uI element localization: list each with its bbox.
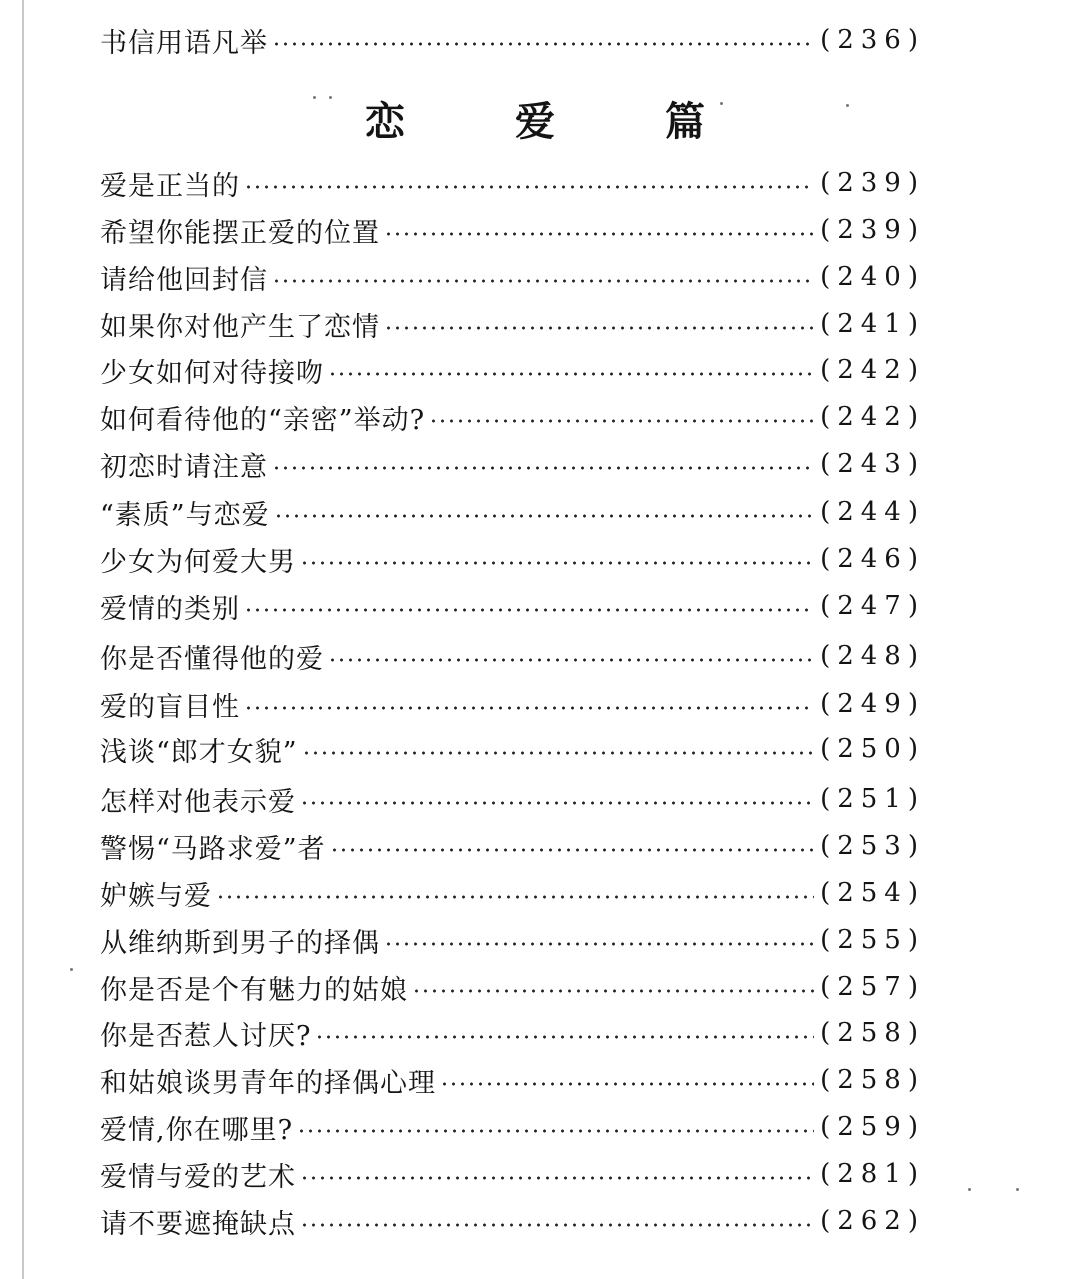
toc-entry-page: (250) — [820, 734, 925, 764]
toc-entry-title: 从维纳斯到男子的择偶 — [100, 927, 380, 959]
dot-leader — [244, 706, 814, 710]
toc-entry-title: 书信用语凡举 — [100, 27, 268, 59]
toc-entry-page: (242) — [820, 402, 925, 432]
dot-leader — [274, 514, 814, 518]
toc-entry-page: (249) — [820, 689, 925, 719]
toc-entry-page: (247) — [820, 591, 925, 621]
toc-entry-title: 如果你对他产生了恋情 — [100, 311, 380, 343]
toc-entry-title: 如何看待他的“亲密”举动? — [100, 404, 426, 436]
toc-entry — [100, 210, 925, 250]
toc-entry-page: (255) — [820, 925, 925, 955]
section-heading-char: 恋 — [365, 98, 405, 145]
toc-entry — [100, 967, 925, 1007]
dot-leader — [328, 658, 814, 662]
dot-leader — [328, 372, 814, 376]
toc-entry-page: (254) — [820, 878, 925, 908]
dot-leader — [300, 801, 814, 805]
toc-entry — [100, 636, 925, 676]
dot-leader — [330, 848, 814, 852]
scan-speck — [329, 96, 332, 99]
dot-leader — [300, 1223, 814, 1227]
toc-entry — [100, 873, 925, 913]
toc-entry — [100, 729, 925, 769]
section-heading-char: 篇 — [665, 98, 705, 145]
toc-entry-page: (236) — [820, 25, 925, 55]
dot-leader — [384, 942, 814, 946]
scan-speck — [1016, 1188, 1019, 1191]
toc-entry — [100, 1154, 925, 1194]
toc-entry-page: (281) — [820, 1159, 925, 1189]
toc-entry-title: 妒嫉与爱 — [100, 880, 212, 912]
dot-leader — [272, 466, 814, 470]
toc-entry — [100, 586, 925, 626]
toc-entry — [100, 257, 925, 297]
dot-leader — [300, 1176, 814, 1180]
toc-entry-title: 警惕“马路求爱”者 — [100, 833, 326, 865]
toc-entry — [100, 539, 925, 579]
toc-entry-title: 初恋时请注意 — [100, 451, 268, 483]
toc-entry — [100, 1107, 925, 1147]
toc-entry-page: (242) — [820, 355, 925, 385]
dot-leader — [272, 279, 814, 283]
section-heading-char: 爱 — [515, 98, 555, 145]
scan-speck — [720, 102, 723, 105]
toc-entry-title: 和姑娘谈男青年的择偶心理 — [100, 1067, 436, 1099]
toc-entry — [100, 350, 925, 390]
toc-entry-title: 浅谈“郎才女貌” — [100, 736, 298, 768]
toc-entry-page: (262) — [820, 1206, 925, 1236]
toc-entry-title: 爱情与爱的艺术 — [100, 1161, 296, 1193]
toc-entry-page: (243) — [820, 449, 925, 479]
toc-entry — [100, 1060, 925, 1100]
toc-entry — [100, 779, 925, 819]
toc-entry-page: (239) — [820, 168, 925, 198]
toc-entry — [100, 826, 925, 866]
toc-entry-title: 爱是正当的 — [100, 170, 240, 202]
toc-entry-title: 爱的盲目性 — [100, 691, 240, 723]
toc-entry — [100, 444, 925, 484]
dot-leader — [244, 185, 814, 189]
dot-leader — [272, 42, 814, 46]
dot-leader — [216, 895, 814, 899]
toc-entry — [100, 1201, 925, 1241]
dot-leader — [384, 326, 814, 330]
toc-entry-page: (253) — [820, 831, 925, 861]
toc-entry — [100, 920, 925, 960]
toc-entry-page: (258) — [820, 1065, 925, 1095]
toc-entry — [100, 163, 925, 203]
dot-leader — [384, 232, 814, 236]
dot-leader — [440, 1082, 814, 1086]
toc-entry-page: (259) — [820, 1112, 925, 1142]
dot-leader — [244, 608, 814, 612]
toc-entry — [100, 1013, 925, 1053]
toc-entry-title: 你是否懂得他的爱 — [100, 643, 324, 675]
toc-entry-page: (244) — [820, 497, 925, 527]
section-heading — [365, 90, 705, 145]
dot-leader — [297, 1129, 814, 1133]
dot-leader — [429, 419, 814, 423]
toc-entry-page: (241) — [820, 309, 925, 339]
toc-entry — [100, 492, 925, 532]
toc-entry — [100, 397, 925, 437]
toc-entry-title: 你是否是个有魅力的姑娘 — [100, 974, 408, 1006]
toc-entry-title: 你是否惹人讨厌? — [100, 1020, 312, 1052]
toc-entry-page: (258) — [820, 1018, 925, 1048]
toc-entry-top — [100, 20, 925, 60]
toc-entry — [100, 304, 925, 344]
toc-entry-title: 少女如何对待接吻 — [100, 357, 324, 389]
toc-entry-title: “素质”与恋爱 — [100, 499, 270, 531]
toc-entry-title: 请给他回封信 — [100, 264, 268, 296]
toc-entry-title: 爱情,你在哪里? — [100, 1114, 294, 1146]
toc-entry-page: (239) — [820, 215, 925, 245]
dot-leader — [302, 751, 814, 755]
toc-entry-title: 少女为何爱大男 — [100, 546, 296, 578]
toc-entry-page: (248) — [820, 641, 925, 671]
toc-entry — [100, 684, 925, 724]
toc-entry-page: (257) — [820, 972, 925, 1002]
scan-speck — [846, 104, 849, 107]
dot-leader — [300, 561, 814, 565]
toc-entry-title: 请不要遮掩缺点 — [100, 1208, 296, 1240]
scan-speck — [968, 1188, 971, 1191]
toc-entry-title: 怎样对他表示爱 — [100, 786, 296, 818]
toc-entry-page: (246) — [820, 544, 925, 574]
scan-speck — [70, 968, 73, 971]
toc-entry-title: 爱情的类别 — [100, 593, 240, 625]
dot-leader — [315, 1035, 814, 1039]
toc-entry-page: (251) — [820, 784, 925, 814]
scan-speck — [313, 96, 316, 99]
dot-leader — [412, 989, 814, 993]
toc-entry-page: (240) — [820, 262, 925, 292]
toc-entry-title: 希望你能摆正爱的位置 — [100, 217, 380, 249]
